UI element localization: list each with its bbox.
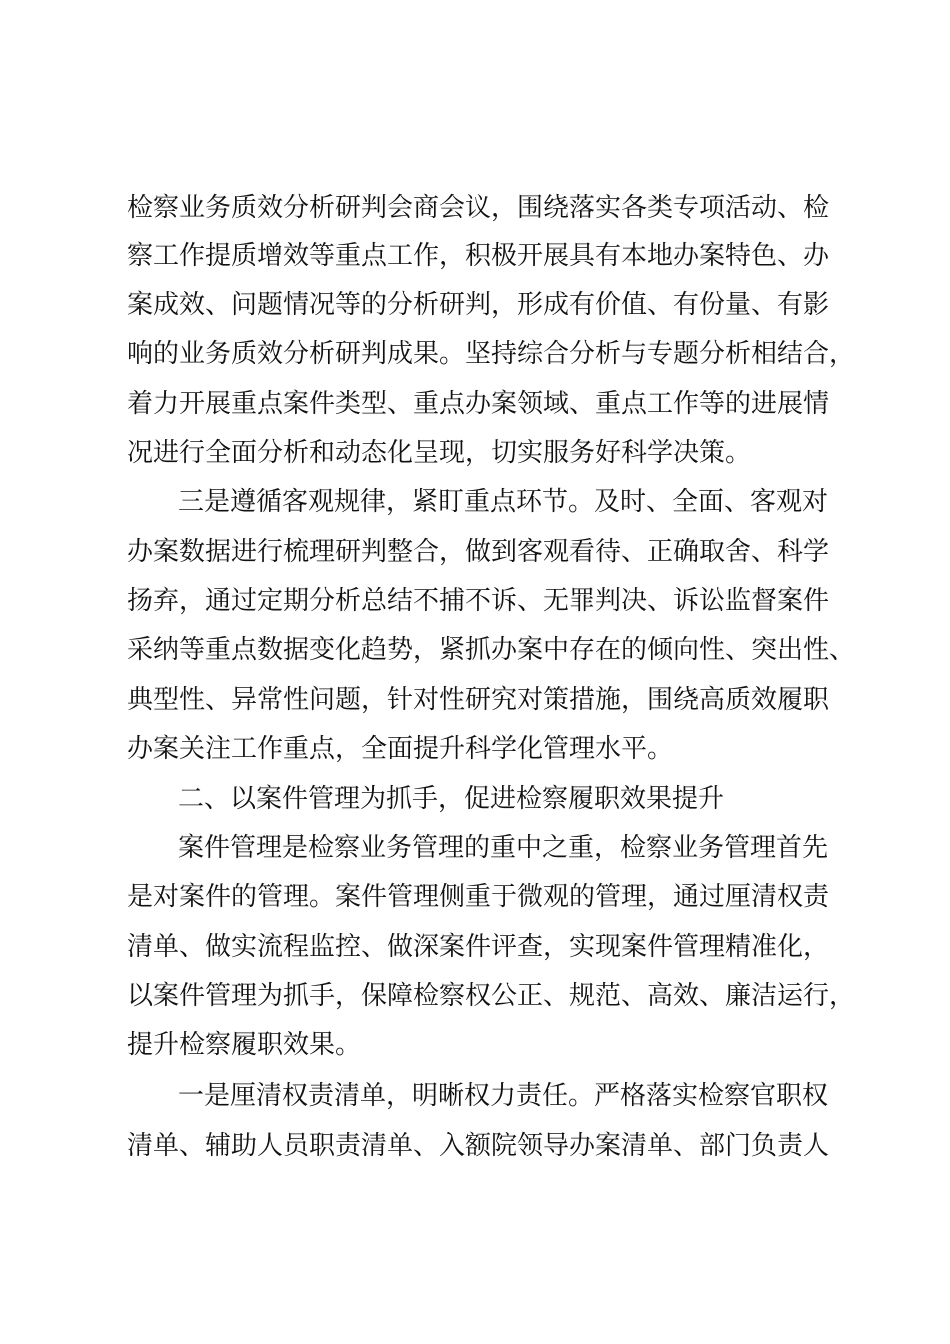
text-line: 办案关注工作重点，全面提升科学化管理水平。 (127, 734, 674, 764)
text-line: 响的业务质效分析研判成果。坚持综合分析与专题分析相结合， (127, 339, 856, 369)
text-line: 案成效、问题情况等的分析研判，形成有价值、有份量、有影 (127, 290, 830, 320)
text-line: 是对案件的管理。案件管理侧重于微观的管理，通过厘清权责 (127, 882, 830, 912)
text-line: 以案件管理为抓手，保障检察权公正、规范、高效、廉洁运行， (127, 981, 856, 1011)
text-line: 着力开展重点案件类型、重点办案领域、重点工作等的进展情 (127, 389, 830, 419)
text-line: 扬弃，通过定期分析总结不捕不诉、无罪判决、诉讼监督案件 (127, 586, 830, 616)
section-heading: 二、以案件管理为抓手，促进检察履职效果提升 (178, 784, 725, 814)
text-line: 采纳等重点数据变化趋势，紧抓办案中存在的倾向性、突出性、 (127, 635, 856, 665)
text-line: 况进行全面分析和动态化呈现，切实服务好科学决策。 (127, 438, 752, 468)
text-line: 检察业务质效分析研判会商会议，围绕落实各类专项活动、检 (127, 193, 830, 223)
text-line: 清单、辅助人员职责清单、入额院领导办案清单、部门负责人 (127, 1131, 830, 1161)
text-line: 察工作提质增效等重点工作，积极开展具有本地办案特色、办 (127, 241, 830, 271)
text-line: 提升检察履职效果。 (127, 1030, 362, 1060)
text-line: 典型性、异常性问题，针对性研究对策措施，围绕高质效履职 (127, 685, 830, 715)
text-line: 清单、做实流程监控、做深案件评查，实现案件管理精准化， (127, 932, 830, 962)
text-line: 三是遵循客观规律，紧盯重点环节。及时、全面、客观对 (178, 487, 829, 517)
text-line: 办案数据进行梳理研判整合，做到客观看待、正确取舍、科学 (127, 537, 830, 567)
text-line: 案件管理是检察业务管理的重中之重，检察业务管理首先 (178, 833, 829, 863)
text-line: 一是厘清权责清单，明晰权力责任。严格落实检察官职权 (178, 1081, 829, 1111)
